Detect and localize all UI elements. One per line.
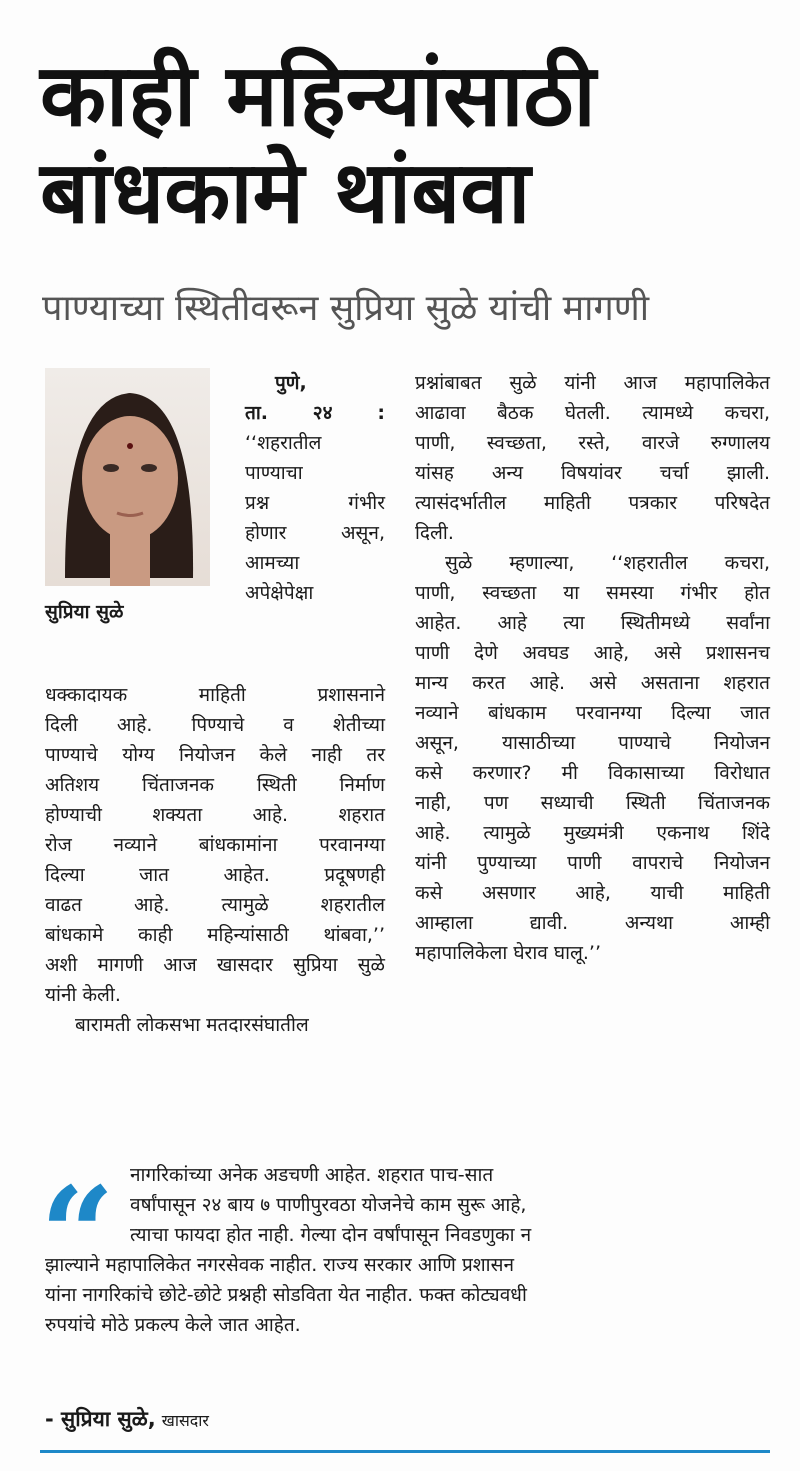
quote-attribution bbox=[45, 1405, 209, 1433]
article-column-left bbox=[45, 680, 385, 1040]
text-line: अतिशय चिंताजनक स्थिती निर्माण bbox=[45, 774, 385, 796]
quote-author-title: खासदार bbox=[161, 1411, 209, 1430]
text-line: यांनी केली. bbox=[45, 984, 121, 1006]
text-line: पाण्याचे योग्य नियोजन केले नाही तर bbox=[45, 744, 385, 766]
text-line: वाढत आहे. त्यामुळे शहरातील bbox=[45, 894, 385, 916]
text-line: दिली. bbox=[415, 522, 454, 544]
bottom-divider bbox=[40, 1450, 770, 1453]
text-line: धक्कादायक माहिती प्रशासनाने bbox=[45, 684, 385, 706]
text-line: पाणी देणे अवघड आहे, असे प्रशासनच bbox=[415, 642, 770, 664]
text-line: पुणे, bbox=[275, 372, 307, 394]
text-line: यांनी पुण्याच्या पाणी वापराचे नियोजन bbox=[415, 852, 770, 874]
text-line: पाण्याचा bbox=[245, 462, 303, 484]
text-line: दिली आहे. पिण्याचे व शेतीच्या bbox=[45, 714, 385, 736]
text-line: आहेत. आहे त्या स्थितीमध्ये सर्वांना bbox=[415, 612, 770, 634]
text-line: पाणी, स्वच्छता, रस्ते, वारजे रुग्णालय bbox=[415, 432, 770, 454]
portrait-photo bbox=[45, 368, 210, 586]
text-line: बांधकामे काही महिन्यांसाठी थांबवा,’’ bbox=[45, 924, 385, 946]
text-line: अपेक्षेपेक्षा bbox=[245, 582, 314, 604]
photo-caption: सुप्रिया सुळे bbox=[45, 601, 124, 623]
article-column-right bbox=[415, 368, 770, 968]
text-line: दिल्या जात आहेत. प्रदूषणही bbox=[45, 864, 385, 886]
article-column-left-narrow bbox=[245, 368, 385, 608]
text-line: त्यासंदर्भातील माहिती पत्रकार परिषदेत bbox=[415, 492, 770, 514]
text-line: आढावा बैठक घेतली. त्यामध्ये कचरा, bbox=[415, 402, 770, 424]
text-line: आम्हाला द्यावी. अन्यथा आम्ही bbox=[415, 912, 770, 934]
text-line: कसे असणार आहे, याची माहिती bbox=[415, 882, 770, 904]
text-line: प्रश्नांबाबत सुळे यांनी आज महापालिकेत bbox=[415, 372, 770, 394]
quote-line: यांना नागरिकांचे छोटे-छोटे प्रश्नही सोडविता येत नाहीत. फक्त कोट्यवधी bbox=[45, 1284, 527, 1306]
text-line: सुळे म्हणाल्या, ‘‘शहरातील कचरा, bbox=[445, 552, 770, 574]
text-line: प्रश्न गंभीर bbox=[245, 492, 385, 514]
text-line: रोज नव्याने बांधकामांना परवानग्या bbox=[45, 834, 385, 856]
subheadline: पाण्याच्या स्थितीवरून सुप्रिया सुळे यांची मागणी bbox=[42, 288, 650, 329]
text-line: पाणी, स्वच्छता या समस्या गंभीर होत bbox=[415, 582, 770, 604]
text-line: नाही, पण सध्याची स्थिती चिंताजनक bbox=[415, 792, 770, 814]
text-line: आमच्या bbox=[245, 552, 300, 574]
quote-author: - सुप्रिया सुळे, bbox=[45, 1407, 156, 1431]
text-line: कसे करणार? मी विकासाच्या विरोधात bbox=[415, 762, 770, 784]
text-line: होण्याची शक्यता आहे. शहरात bbox=[45, 804, 385, 826]
headline-line-2: बांधकामे थांबवा bbox=[40, 143, 531, 243]
text-line: महापालिकेला घेराव घालू.’’ bbox=[415, 942, 601, 964]
text-line: अशी मागणी आज खासदार सुप्रिया सुळे bbox=[45, 954, 385, 976]
quote-line: त्याचा फायदा होत नाही. गेल्या दोन वर्षांपासून निवडणुका न bbox=[130, 1224, 532, 1246]
pull-quote bbox=[45, 1160, 775, 1340]
text-line: होणार असून, bbox=[245, 522, 385, 544]
text-line: नव्याने बांधकाम परवानग्या दिल्या जात bbox=[415, 702, 770, 724]
text-line: असून, यासाठीच्या पाण्याचे नियोजन bbox=[415, 732, 770, 754]
text-line: ता. २४ : bbox=[245, 402, 385, 424]
text-line: बारामती लोकसभा मतदारसंघातील bbox=[75, 1014, 309, 1036]
quote-line: रुपयांचे मोठे प्रकल्प केले जात आहेत. bbox=[45, 1314, 301, 1336]
text-line: आहे. त्यामुळे मुख्यमंत्री एकनाथ शिंदे bbox=[415, 822, 770, 844]
quote-line: वर्षांपासून २४ बाय ७ पाणीपुरवठा योजनेचे काम सुरू आहे, bbox=[130, 1194, 527, 1216]
quote-mark-icon: “ bbox=[40, 1158, 115, 1311]
quote-line: नागरिकांच्या अनेक अडचणी आहेत. शहरात पाच-सात bbox=[130, 1164, 494, 1186]
quote-line: झाल्याने महापालिकेत नगरसेवक नाहीत. राज्य सरकार आणि प्रशासन bbox=[45, 1254, 514, 1276]
text-line: मान्य करत आहे. असे असताना शहरात bbox=[415, 672, 770, 694]
text-line: ‘‘शहरातील bbox=[245, 432, 322, 454]
text-line: यांसह अन्य विषयांवर चर्चा झाली. bbox=[415, 462, 770, 484]
headline-line-1: काही महिन्यांसाठी bbox=[40, 46, 596, 146]
